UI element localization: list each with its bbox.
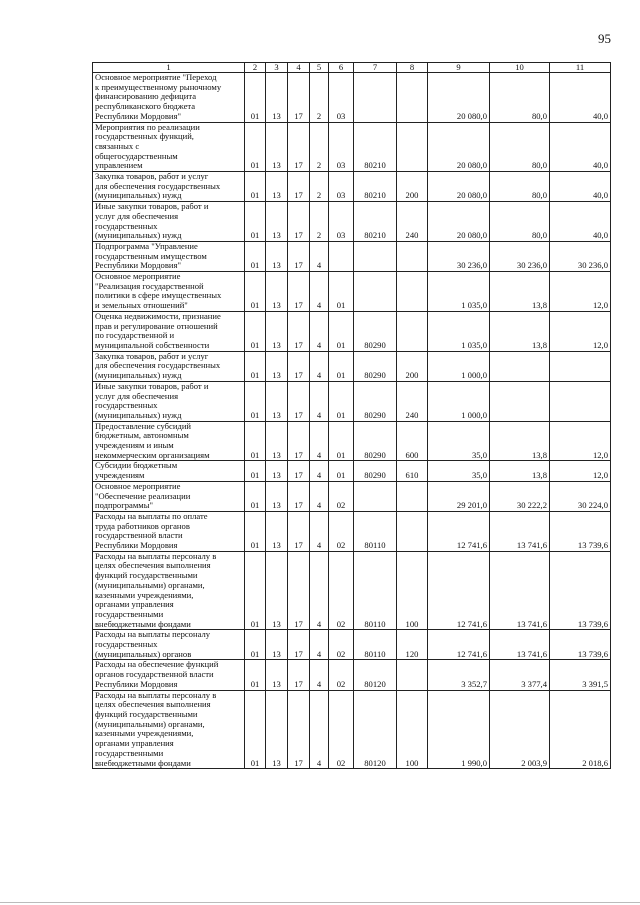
budget-table: [92, 62, 611, 769]
row-name-cell: Предоставление субсидий бюджетным, автономным учреждениям и иным некоммерческим организациям: [93, 421, 245, 461]
col-9-cell: 12 741,6: [428, 551, 490, 630]
col-4-cell: 17: [288, 272, 310, 312]
col-6-cell: 01: [329, 351, 354, 381]
col-4-cell: 17: [288, 461, 310, 481]
col-5-cell: 4: [310, 381, 329, 421]
col-9-cell: 1 035,0: [428, 311, 490, 351]
col-11-cell: 13 739,6: [550, 630, 611, 660]
col-2-cell: 01: [245, 122, 266, 172]
col-11-cell: 12,0: [550, 311, 611, 351]
col-8-cell: 120: [397, 630, 428, 660]
col-6-cell: 02: [329, 630, 354, 660]
col-6-cell: 01: [329, 461, 354, 481]
col-6-cell: 03: [329, 73, 354, 123]
col-2-cell: 01: [245, 511, 266, 551]
col-3-cell: 13: [266, 481, 288, 511]
page-number: 95: [598, 31, 611, 46]
table-row: [93, 660, 611, 690]
col-2-cell: 01: [245, 660, 266, 690]
col-9-cell: 35,0: [428, 421, 490, 461]
col-4-cell: 17: [288, 122, 310, 172]
col-8-cell: 200: [397, 351, 428, 381]
col-2-cell: 01: [245, 381, 266, 421]
col-5-cell: 4: [310, 272, 329, 312]
header-cell: 2: [245, 63, 266, 73]
col-3-cell: 13: [266, 630, 288, 660]
col-4-cell: 17: [288, 690, 310, 769]
row-name-cell: Основное мероприятие "Реализация государственной политики в сфере имущественных и земельных отношений": [93, 272, 245, 312]
col-5-cell: 4: [310, 690, 329, 769]
col-10-cell: 13 741,6: [490, 630, 550, 660]
col-5-cell: 4: [310, 630, 329, 660]
col-10-cell: 80,0: [490, 122, 550, 172]
col-11-cell: 2 018,6: [550, 690, 611, 769]
table-row: [93, 630, 611, 660]
col-11-cell: 30 224,0: [550, 481, 611, 511]
col-4-cell: 17: [288, 202, 310, 242]
col-6-cell: 03: [329, 122, 354, 172]
header-cell: 9: [428, 63, 490, 73]
col-6-cell: 01: [329, 311, 354, 351]
col-10-cell: 80,0: [490, 202, 550, 242]
col-9-cell: 12 741,6: [428, 630, 490, 660]
header-row: [93, 63, 611, 73]
col-2-cell: 01: [245, 481, 266, 511]
col-2-cell: 01: [245, 272, 266, 312]
col-7-cell: 80290: [354, 461, 397, 481]
col-3-cell: 13: [266, 202, 288, 242]
col-3-cell: 13: [266, 311, 288, 351]
col-9-cell: 20 080,0: [428, 172, 490, 202]
row-name-cell: Расходы на выплаты персоналу в целях обеспечения выполнения функций государственными (муниципальными) органами, казенными учреждениями, органами управления государственными внебюджетными фондами: [93, 690, 245, 769]
col-3-cell: 13: [266, 511, 288, 551]
col-5-cell: 4: [310, 660, 329, 690]
header-cell: 6: [329, 63, 354, 73]
header-cell: 7: [354, 63, 397, 73]
col-7-cell: 80110: [354, 511, 397, 551]
col-8-cell: [397, 73, 428, 123]
col-9-cell: 20 080,0: [428, 73, 490, 123]
col-10-cell: [490, 351, 550, 381]
table-row: [93, 241, 611, 271]
col-5-cell: 2: [310, 172, 329, 202]
col-8-cell: [397, 272, 428, 312]
col-10-cell: 13,8: [490, 272, 550, 312]
col-10-cell: 13,8: [490, 461, 550, 481]
col-7-cell: 80290: [354, 351, 397, 381]
col-2-cell: 01: [245, 172, 266, 202]
table-row: [93, 73, 611, 123]
table-row: [93, 511, 611, 551]
col-6-cell: 02: [329, 481, 354, 511]
col-10-cell: 13,8: [490, 311, 550, 351]
col-5-cell: 4: [310, 511, 329, 551]
col-11-cell: 3 391,5: [550, 660, 611, 690]
col-9-cell: 1 035,0: [428, 272, 490, 312]
col-10-cell: 13,8: [490, 421, 550, 461]
col-8-cell: [397, 481, 428, 511]
col-8-cell: 200: [397, 172, 428, 202]
col-7-cell: 80110: [354, 630, 397, 660]
col-5-cell: 4: [310, 351, 329, 381]
row-name-cell: Субсидии бюджетным учреждениям: [93, 461, 245, 481]
col-7-cell: 80210: [354, 202, 397, 242]
col-11-cell: 13 739,6: [550, 551, 611, 630]
col-8-cell: 100: [397, 690, 428, 769]
col-5-cell: 2: [310, 122, 329, 172]
table-row: [93, 351, 611, 381]
col-7-cell: [354, 73, 397, 123]
header-cell: 3: [266, 63, 288, 73]
col-10-cell: 80,0: [490, 172, 550, 202]
table-row: [93, 272, 611, 312]
col-11-cell: 12,0: [550, 272, 611, 312]
col-7-cell: 80290: [354, 311, 397, 351]
col-9-cell: 29 201,0: [428, 481, 490, 511]
col-2-cell: 01: [245, 73, 266, 123]
header-cell: 10: [490, 63, 550, 73]
col-3-cell: 13: [266, 381, 288, 421]
col-11-cell: [550, 381, 611, 421]
col-7-cell: 80290: [354, 421, 397, 461]
row-name-cell: Иные закупки товаров, работ и услуг для обеспечения государственных (муниципальных) нужд: [93, 381, 245, 421]
col-6-cell: 01: [329, 421, 354, 461]
col-11-cell: 40,0: [550, 122, 611, 172]
col-11-cell: 40,0: [550, 73, 611, 123]
row-name-cell: Расходы на выплаты персоналу государственных (муниципальных) органов: [93, 630, 245, 660]
col-2-cell: 01: [245, 241, 266, 271]
col-2-cell: 01: [245, 311, 266, 351]
col-5-cell: 2: [310, 73, 329, 123]
col-4-cell: 17: [288, 630, 310, 660]
col-11-cell: [550, 351, 611, 381]
row-name-cell: Закупка товаров, работ и услуг для обеспечения государственных (муниципальных) нужд: [93, 351, 245, 381]
col-11-cell: 12,0: [550, 461, 611, 481]
row-name-cell: Мероприятия по реализации государственных функций, связанных с общегосударственным управлением: [93, 122, 245, 172]
col-8-cell: [397, 660, 428, 690]
col-9-cell: 3 352,7: [428, 660, 490, 690]
col-3-cell: 13: [266, 660, 288, 690]
col-2-cell: 01: [245, 461, 266, 481]
col-7-cell: 80290: [354, 381, 397, 421]
col-10-cell: 3 377,4: [490, 660, 550, 690]
header-cell: 5: [310, 63, 329, 73]
table-row: [93, 690, 611, 769]
row-name-cell: Закупка товаров, работ и услуг для обеспечения государственных (муниципальных) нужд: [93, 172, 245, 202]
col-11-cell: 30 236,0: [550, 241, 611, 271]
header-cell: 8: [397, 63, 428, 73]
col-3-cell: 13: [266, 551, 288, 630]
col-2-cell: 01: [245, 202, 266, 242]
col-11-cell: 12,0: [550, 421, 611, 461]
col-2-cell: 01: [245, 421, 266, 461]
col-9-cell: 1 000,0: [428, 351, 490, 381]
col-6-cell: 02: [329, 511, 354, 551]
col-11-cell: 13 739,6: [550, 511, 611, 551]
table-row: [93, 381, 611, 421]
col-6-cell: 02: [329, 690, 354, 769]
col-10-cell: 30 236,0: [490, 241, 550, 271]
col-5-cell: 2: [310, 202, 329, 242]
row-name-cell: Расходы на выплаты персоналу в целях обеспечения выполнения функций государственными (муниципальными) органами, казенными учреждениями, органами управления государственными внебюджетными фондами: [93, 551, 245, 630]
col-4-cell: 17: [288, 481, 310, 511]
col-4-cell: 17: [288, 421, 310, 461]
col-4-cell: 17: [288, 311, 310, 351]
table-row: [93, 551, 611, 630]
col-6-cell: [329, 241, 354, 271]
col-8-cell: 610: [397, 461, 428, 481]
col-10-cell: [490, 381, 550, 421]
col-5-cell: 4: [310, 241, 329, 271]
row-name-cell: Основное мероприятие "Переход к преимущественному рыночному финансированию дефицита республиканского бюджета Республики Мордовия": [93, 73, 245, 123]
col-10-cell: 2 003,9: [490, 690, 550, 769]
col-7-cell: 80120: [354, 660, 397, 690]
col-10-cell: 13 741,6: [490, 511, 550, 551]
col-10-cell: 13 741,6: [490, 551, 550, 630]
col-2-cell: 01: [245, 690, 266, 769]
col-9-cell: 20 080,0: [428, 202, 490, 242]
table-row: [93, 481, 611, 511]
col-8-cell: [397, 122, 428, 172]
col-4-cell: 17: [288, 172, 310, 202]
col-2-cell: 01: [245, 630, 266, 660]
table-row: [93, 421, 611, 461]
col-3-cell: 13: [266, 172, 288, 202]
row-name-cell: Основное мероприятие "Обеспечение реализации подпрограммы": [93, 481, 245, 511]
col-9-cell: 1 990,0: [428, 690, 490, 769]
col-6-cell: 03: [329, 172, 354, 202]
table-row: [93, 122, 611, 172]
col-8-cell: 100: [397, 551, 428, 630]
col-7-cell: 80120: [354, 690, 397, 769]
table-row: [93, 172, 611, 202]
col-3-cell: 13: [266, 272, 288, 312]
col-3-cell: 13: [266, 73, 288, 123]
row-name-cell: Расходы на обеспечение функций органов государственной власти Республики Мордовия: [93, 660, 245, 690]
col-4-cell: 17: [288, 351, 310, 381]
col-8-cell: [397, 511, 428, 551]
header-cell: 1: [93, 63, 245, 73]
col-8-cell: 240: [397, 381, 428, 421]
col-10-cell: 30 222,2: [490, 481, 550, 511]
col-4-cell: 17: [288, 73, 310, 123]
col-3-cell: 13: [266, 461, 288, 481]
row-name-cell: Расходы на выплаты по оплате труда работников органов государственной власти Республики Мордовия: [93, 511, 245, 551]
col-7-cell: [354, 272, 397, 312]
col-3-cell: 13: [266, 690, 288, 769]
col-3-cell: 13: [266, 421, 288, 461]
col-9-cell: 30 236,0: [428, 241, 490, 271]
col-3-cell: 13: [266, 241, 288, 271]
col-5-cell: 4: [310, 421, 329, 461]
row-name-cell: Оценка недвижимости, признание прав и регулирование отношений по государственной и муниципальной собственности: [93, 311, 245, 351]
col-4-cell: 17: [288, 660, 310, 690]
col-5-cell: 4: [310, 311, 329, 351]
col-9-cell: 35,0: [428, 461, 490, 481]
col-4-cell: 17: [288, 551, 310, 630]
col-6-cell: 01: [329, 272, 354, 312]
row-name-cell: Иные закупки товаров, работ и услуг для обеспечения государственных (муниципальных) нужд: [93, 202, 245, 242]
header-cell: 4: [288, 63, 310, 73]
col-3-cell: 13: [266, 351, 288, 381]
col-5-cell: 4: [310, 461, 329, 481]
col-9-cell: 1 000,0: [428, 381, 490, 421]
scan-edge-line: [0, 902, 640, 903]
col-6-cell: 01: [329, 381, 354, 421]
col-7-cell: [354, 241, 397, 271]
col-7-cell: 80210: [354, 172, 397, 202]
col-9-cell: 12 741,6: [428, 511, 490, 551]
col-8-cell: 240: [397, 202, 428, 242]
col-6-cell: 03: [329, 202, 354, 242]
col-7-cell: 80210: [354, 122, 397, 172]
col-2-cell: 01: [245, 351, 266, 381]
col-8-cell: [397, 241, 428, 271]
col-11-cell: 40,0: [550, 202, 611, 242]
col-8-cell: [397, 311, 428, 351]
col-4-cell: 17: [288, 381, 310, 421]
col-5-cell: 4: [310, 481, 329, 511]
col-7-cell: [354, 481, 397, 511]
col-9-cell: 20 080,0: [428, 122, 490, 172]
col-4-cell: 17: [288, 511, 310, 551]
col-10-cell: 80,0: [490, 73, 550, 123]
col-6-cell: 02: [329, 551, 354, 630]
table-row: [93, 202, 611, 242]
table-row: [93, 311, 611, 351]
col-5-cell: 4: [310, 551, 329, 630]
col-7-cell: 80110: [354, 551, 397, 630]
table-body: [93, 73, 611, 769]
row-name-cell: Подпрограмма "Управление государственным имуществом Республики Мордовия": [93, 241, 245, 271]
col-6-cell: 02: [329, 660, 354, 690]
col-8-cell: 600: [397, 421, 428, 461]
header-cell: 11: [550, 63, 611, 73]
col-4-cell: 17: [288, 241, 310, 271]
col-2-cell: 01: [245, 551, 266, 630]
col-3-cell: 13: [266, 122, 288, 172]
table-row: [93, 461, 611, 481]
col-11-cell: 40,0: [550, 172, 611, 202]
